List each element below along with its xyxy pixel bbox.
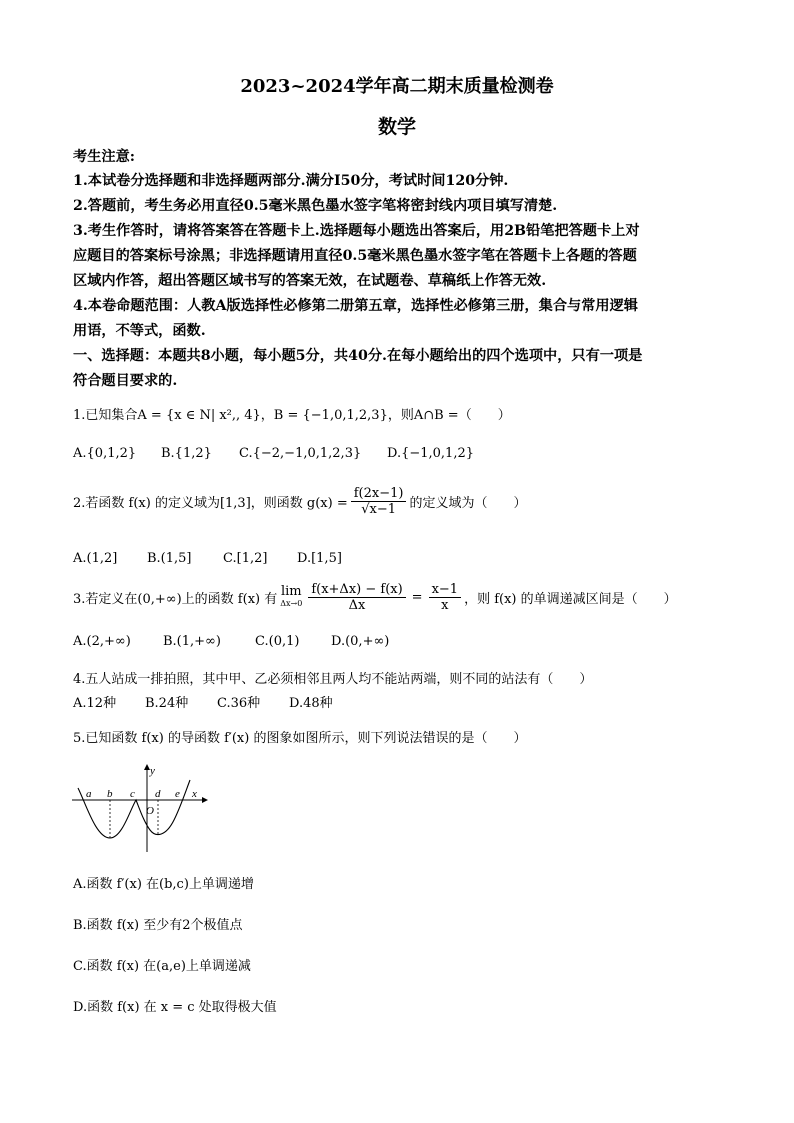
q2-text-start: 2.若函数 f(x) 的定义域为[1,3]，则函数 g(x) = xyxy=(73,496,348,511)
question-1-options xyxy=(73,446,474,461)
q3-equals: = xyxy=(411,590,423,605)
x-axis-arrow xyxy=(202,797,208,803)
label-d: d xyxy=(155,788,161,800)
notice-line-7: 用语，不等式，函数. xyxy=(73,323,206,339)
q3-fraction-right xyxy=(429,582,462,613)
q1-option-d: D.{−1,0,1,2} xyxy=(387,446,475,461)
question-2-options xyxy=(73,551,342,566)
question-2-text xyxy=(73,486,526,517)
q2-denominator: √x−1 xyxy=(361,502,396,517)
question-3-options xyxy=(73,634,389,649)
label-x: x xyxy=(192,788,197,800)
q5-option-b: B.函数 f(x) 至少有2个极值点 xyxy=(73,918,243,933)
q2-option-c: C.[1,2] xyxy=(223,551,268,566)
question-5-text: 5.已知函数 f(x) 的导函数 f′(x) 的图象如图所示，则下列说法错误的是（ ） xyxy=(73,731,527,746)
notice-heading: 考生注意: xyxy=(73,149,135,165)
notice-line-3: 3.考生作答时，请将答案答在答题卡上.选择题每小题选出答案后，用2B铅笔把答题卡上对 xyxy=(73,223,640,239)
question-4-text: 4.五人站成一排拍照，其中甲、乙必须相邻且两人均不能站两端，则不同的站法有（ ） xyxy=(73,672,593,687)
q3-text-start: 3.若定义在(0,+∞)上的函数 f(x) 有 xyxy=(73,592,278,607)
q4-option-d: D.48种 xyxy=(289,696,333,711)
q3-rhs-denominator: x xyxy=(441,598,449,613)
q3-fraction-left xyxy=(308,582,405,613)
q3-rhs-numerator: x−1 xyxy=(429,582,462,598)
q3-text-end: ，则 f(x) 的单调递减区间是（ ） xyxy=(464,592,677,607)
notice-line-1: 1.本试卷分选择题和非选择题两部分.满分I50分，考试时间120分钟. xyxy=(73,173,509,189)
q5-option-c: C.函数 f(x) 在(a,e)上单调递减 xyxy=(73,959,251,974)
question-4-options xyxy=(73,692,333,711)
q3-limit xyxy=(280,583,303,610)
derivative-graph xyxy=(70,760,210,856)
label-origin: O xyxy=(146,805,154,817)
question-3-text xyxy=(73,582,677,613)
q3-option-b: B.(1,+∞) xyxy=(163,634,221,649)
q4-option-b: B.24种 xyxy=(145,696,189,711)
label-e: e xyxy=(175,788,180,800)
q1-option-b: B.{1,2} xyxy=(161,446,212,461)
notice-line-5: 区域内作答，超出答题区域书写的答案无效，在试题卷、草稿纸上作答无效. xyxy=(73,273,547,289)
notice-line-6: 4.本卷命题范围：人教A版选择性必修第二册第五章，选择性必修第三册，集合与常用逻辑 xyxy=(73,298,638,314)
label-b: b xyxy=(107,788,113,800)
q2-option-a: A.(1,2] xyxy=(73,551,118,566)
q3-numerator: f(x+Δx) − f(x) xyxy=(308,582,405,598)
section-heading-line-1: 一、选择题：本题共8小题，每小题5分，共40分.在每小题给出的四个选项中，只有一项是 xyxy=(73,348,643,364)
label-y: y xyxy=(150,765,155,777)
q3-option-a: A.(2,+∞) xyxy=(73,634,131,649)
q3-option-c: C.(0,1) xyxy=(255,634,300,649)
q2-fraction xyxy=(351,486,407,517)
question-1-text: 1.已知集合A = {x ∈ N| x²,, 4}，B = {−1,0,1,2,3}，则A∩B =（ ） xyxy=(73,408,511,423)
q3-lim-sub: Δx→0 xyxy=(280,598,303,608)
notice-line-4: 应题目的答案标号涂黑；非选择题请用直径0.5毫米黑色墨水签字笔在答题卡上各题的答题 xyxy=(73,248,637,264)
q5-option-d: D.函数 f(x) 在 x = c 处取得极大值 xyxy=(73,1000,277,1015)
q3-denominator: Δx xyxy=(348,598,366,613)
q3-lim: lim xyxy=(280,583,302,599)
label-c: c xyxy=(130,788,135,800)
q2-text-end: 的定义域为（ ） xyxy=(409,496,527,511)
q3-option-d: D.(0,+∞) xyxy=(331,634,390,649)
notice-line-2: 2.答题前，考生务必用直径0.5毫米黑色墨水签字笔将密封线内项目填写清楚. xyxy=(73,198,558,214)
exam-title: 2023~2024学年高二期末质量检测卷 xyxy=(240,76,554,97)
q2-numerator: f(2x−1) xyxy=(351,486,407,502)
label-a: a xyxy=(86,788,92,800)
q1-option-c: C.{−2,−1,0,1,2,3} xyxy=(239,446,362,461)
q4-option-a: A.12种 xyxy=(73,696,117,711)
q1-option-a: A.{0,1,2} xyxy=(73,446,137,461)
section-heading-line-2: 符合题目要求的. xyxy=(73,373,178,389)
q2-option-d: D.[1,5] xyxy=(297,551,342,566)
q2-option-b: B.(1,5] xyxy=(147,551,192,566)
q5-option-a: A.函数 f′(x) 在(b,c)上单调递增 xyxy=(73,877,254,892)
q4-option-c: C.36种 xyxy=(217,696,261,711)
subject-title: 数学 xyxy=(377,116,416,138)
